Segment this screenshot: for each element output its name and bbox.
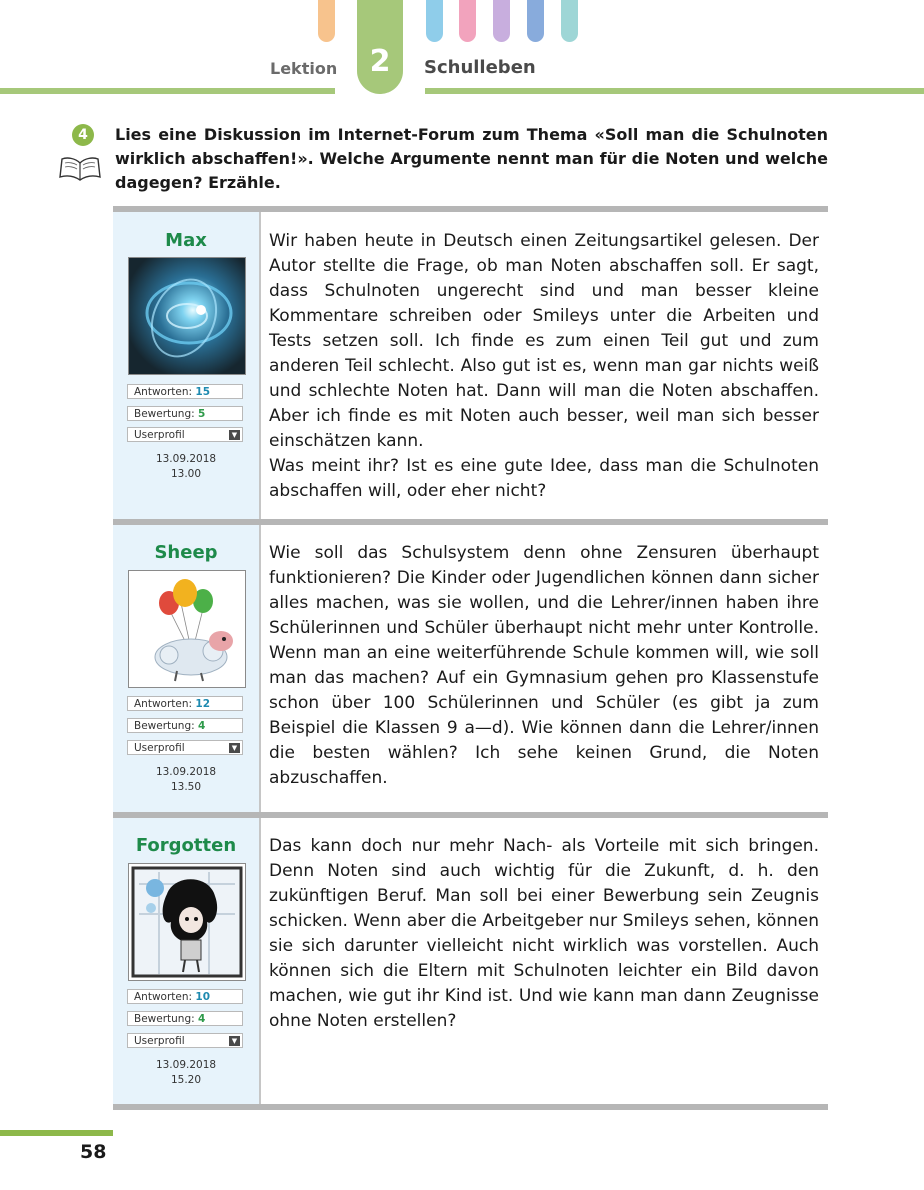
userprofile-label: Userprofil (134, 429, 185, 441)
book-icon (59, 155, 101, 181)
section-title: Schulleben (424, 57, 536, 78)
rating (127, 718, 243, 733)
lesson-number: 2 (369, 44, 391, 79)
task-number-badge: 4 (72, 124, 94, 146)
post-time: 13.00 (170, 468, 202, 480)
column-divider (259, 212, 261, 519)
lektion-label: Lektion (270, 59, 338, 78)
sheep-balloons-avatar[interactable] (128, 570, 246, 688)
username[interactable]: Forgotten (135, 835, 237, 856)
footer-line (0, 1130, 113, 1136)
answers-label: Antworten: (134, 698, 193, 710)
userprofile-dropdown[interactable] (127, 427, 243, 442)
post-time: 15.20 (170, 1074, 202, 1086)
dropdown-arrow-icon[interactable]: ▼ (229, 743, 240, 753)
rating-value: 5 (198, 408, 206, 420)
answers-label: Antworten: (134, 386, 193, 398)
post-text (269, 834, 819, 1034)
decor-tab-teal (561, 0, 578, 42)
decor-tab-purple (493, 0, 510, 42)
answers-value: 10 (195, 991, 211, 1003)
answers-label: Antworten: (134, 991, 193, 1003)
userprofile-label: Userprofil (134, 742, 185, 754)
post-text (269, 229, 819, 504)
rating (127, 406, 243, 421)
swirl-light-avatar[interactable] (128, 257, 246, 375)
column-divider (259, 525, 261, 812)
decor-tab-steel (527, 0, 544, 42)
header-line-right (425, 88, 924, 94)
rating-label: Bewertung: (134, 408, 195, 420)
answers-count (127, 989, 243, 1004)
dropdown-arrow-icon[interactable]: ▼ (229, 1036, 240, 1046)
post-paragraph: Was meint ihr? Ist es eine gute Idee, dass man die Schulnoten abschaffen will, oder eher nicht? (269, 456, 819, 501)
userprofile-dropdown[interactable] (127, 740, 243, 755)
answers-count (127, 696, 243, 711)
post-paragraph: Das kann doch nur mehr Nach- als Vorteile mit sich bringen. Denn Noten sind auch wichtig für die Zukunft, d. h. den zukünftigen Beruf. Man soll bei einer Bewerbung sein Zeugnis schicken. Wenn aber die Arbeitgeber nur Smileys sehen, können sie sich darunter vielleicht nicht wirklich was vorstellen. Auch können sich die Eltern mit Schulnoten leichter ein Bild davon machen, wie gut ihr Kind ist. Und wie kann man dann Zeugnisse ohne Noten erstellen? (269, 836, 819, 1031)
userprofile-label: Userprofil (134, 1035, 185, 1047)
forum-thread (113, 206, 828, 1110)
lesson-tab (357, 0, 403, 94)
rating-label: Bewertung: (134, 1013, 195, 1025)
post-paragraph: Wie soll das Schulsystem denn ohne Zensuren überhaupt funktionieren? Die Kinder oder Jugendlichen können dann sicher alles machen, was sie wollen, und die Lehrer/innen haben ihre Schülerinnen und Schüler überhaupt nicht mehr unter Kontrolle. Wenn man an eine weiterführende Schule kommen will, wie soll man das machen? Auf ein Gymnasium gehen pro Klassenstufe schon über 100 Schülerinnen und Schüler (es gibt ja zum Beispiel die Klassen 9 a—d). Wie können dann die Lehrer/innen die besten wählen? Ich sehe keinen Grund, die Noten abzuschaffen. (269, 543, 819, 788)
post-date: 13.09.2018 (155, 766, 217, 778)
post-paragraph: Wir haben heute in Deutsch einen Zeitungsartikel gelesen. Der Autor stellte die Frage, ob man Noten abschaffen soll. Er sagt, dass Schulnoten ungerecht sind und man besser kleine Kommentare schreiben oder Smileys unter die Arbeiten und Tests setzen soll. Ich finde es zum einen Teil gut und zum anderen Teil schlecht. Also gut ist es, wenn man gar nichts weiß und schlechte Noten hat. Dann will man die Noten abschaffen. Aber ich finde es mit Noten auch besser, weil man sich besser einschätzen kann. (269, 231, 819, 451)
answers-value: 15 (195, 386, 211, 398)
rating (127, 1011, 243, 1026)
post-date: 13.09.2018 (155, 1059, 217, 1071)
column-divider (259, 818, 261, 1104)
post-date: 13.09.2018 (155, 453, 217, 465)
header-line-left (0, 88, 335, 94)
answers-count (127, 384, 243, 399)
task-instruction: Lies eine Diskussion im Internet-Forum zum Thema «Soll man die Schulnoten wirklich abschaffen!». Welche Argumente nennt man für die Noten und welche dagegen? Erzähle. (115, 125, 828, 192)
rating-value: 4 (198, 1013, 206, 1025)
decor-tab-blue (426, 0, 443, 42)
divider (113, 1104, 828, 1110)
username[interactable]: Sheep (154, 542, 218, 563)
decor-tab-pink (459, 0, 476, 42)
post-time: 13.50 (170, 781, 202, 793)
page-number: 58 (80, 1141, 107, 1163)
post-text (269, 541, 819, 791)
decor-tab-orange (318, 0, 335, 42)
dropdown-arrow-icon[interactable]: ▼ (229, 430, 240, 440)
dark-haired-kid-avatar[interactable] (128, 863, 246, 981)
rating-label: Bewertung: (134, 720, 195, 732)
username[interactable]: Max (165, 230, 207, 251)
userprofile-dropdown[interactable] (127, 1033, 243, 1048)
rating-value: 4 (198, 720, 206, 732)
answers-value: 12 (195, 698, 211, 710)
